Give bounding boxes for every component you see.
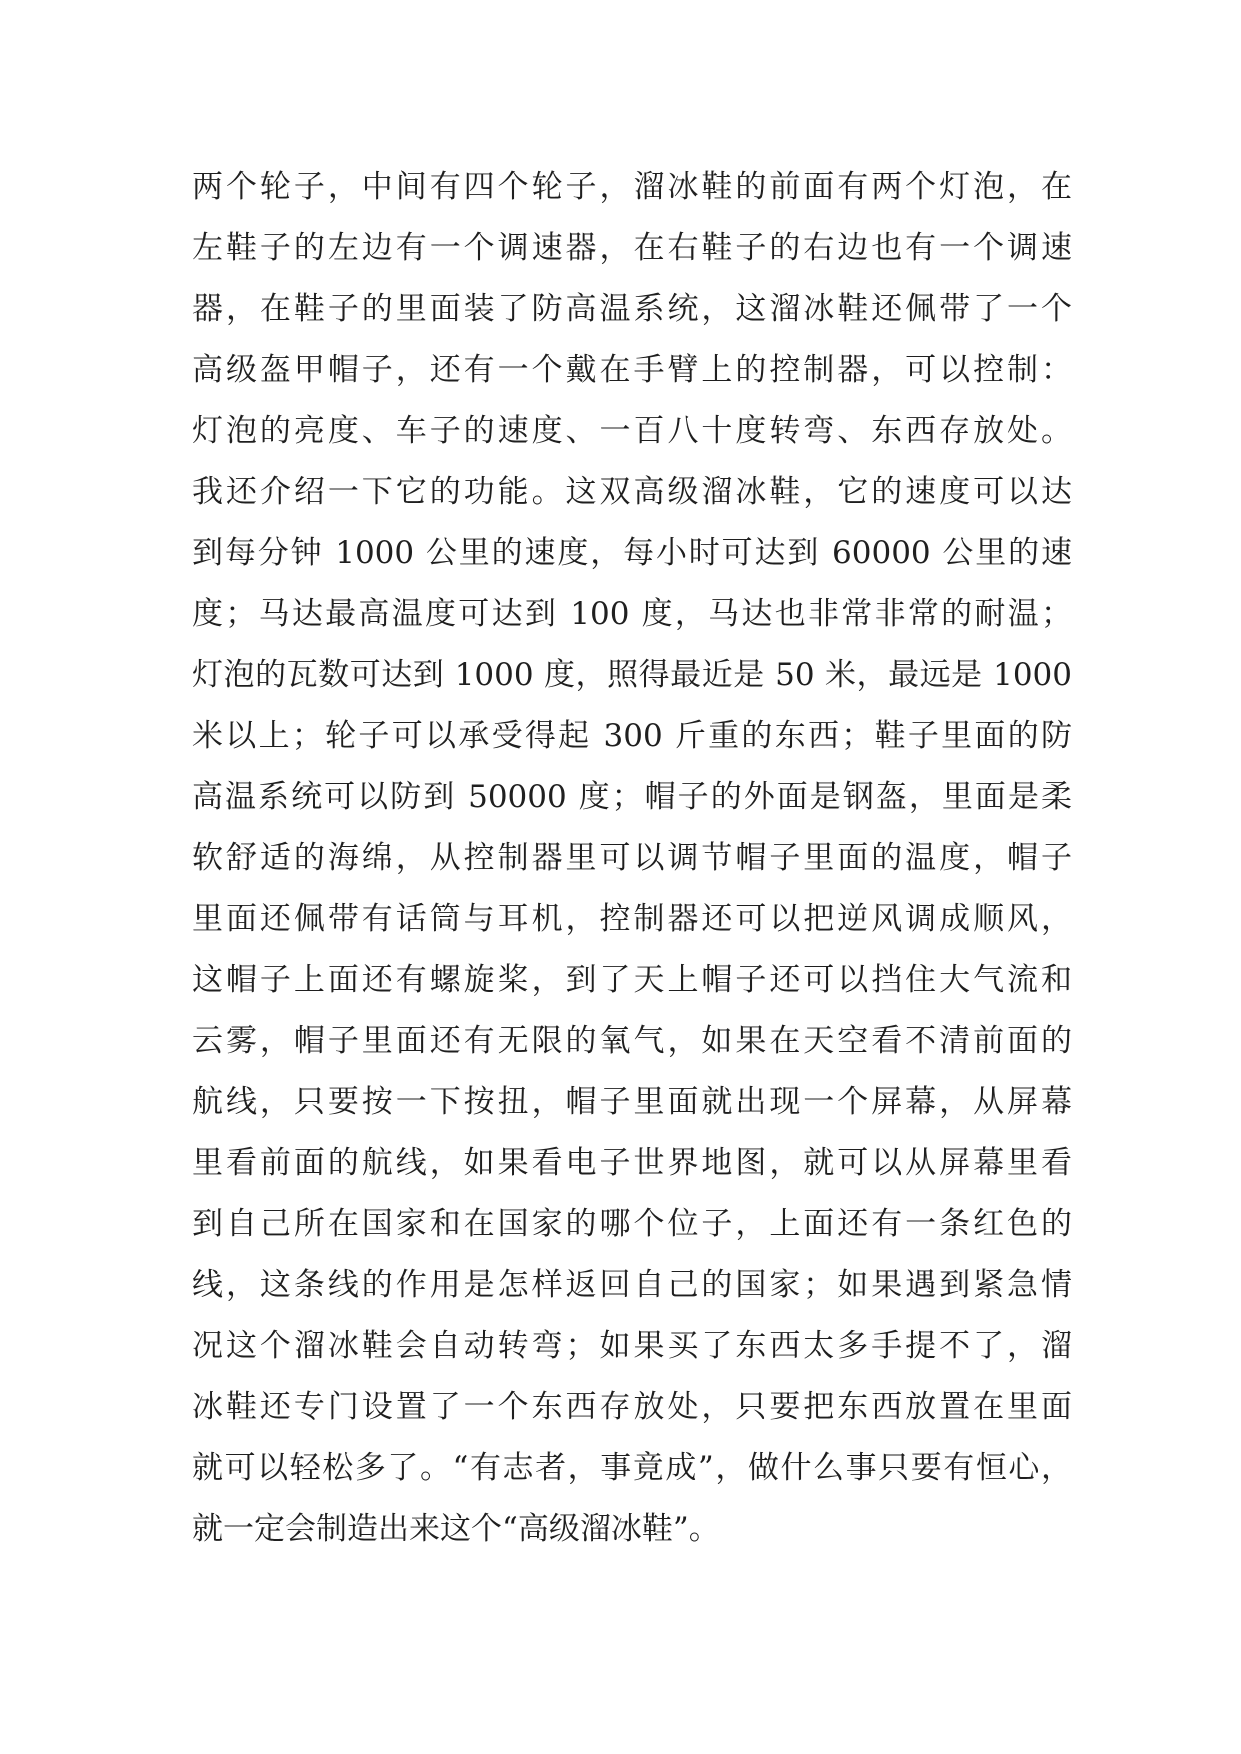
text-line-2: 左鞋子的左边有一个调速器，在右鞋子的右边也有一个调速: [192, 230, 1072, 266]
text-line-12: 软舒适的海绵，从控制器里可以调节帽子里面的温度，帽子: [192, 840, 1072, 876]
text-line-5: 灯泡的亮度、车子的速度、一百八十度转弯、东西存放处。: [192, 413, 1072, 449]
text-line-11: 高温系统可以防到 50000 度；帽子的外面是钢盔，里面是柔: [192, 779, 1072, 815]
text-line-6: 我还介绍一下它的功能。这双高级溜冰鞋，它的速度可以达: [192, 474, 1072, 510]
text-line-9: 灯泡的瓦数可达到 1000 度，照得最近是 50 米，最远是 1000: [192, 657, 1072, 693]
text-line-21: 冰鞋还专门设置了一个东西存放处，只要把东西放置在里面: [192, 1389, 1072, 1425]
text-line-7: 到每分钟 1000 公里的速度，每小时可达到 60000 公里的速: [192, 535, 1072, 571]
text-line-16: 航线，只要按一下按扭，帽子里面就出现一个屏幕，从屏幕: [192, 1084, 1072, 1120]
text-line-20: 况这个溜冰鞋会自动转弯；如果买了东西太多手提不了，溜: [192, 1328, 1072, 1364]
text-line-14: 这帽子上面还有螺旋桨，到了天上帽子还可以挡住大气流和: [192, 962, 1072, 998]
text-line-17: 里看前面的航线，如果看电子世界地图，就可以从屏幕里看: [192, 1145, 1072, 1181]
body-paragraph: [192, 157, 1072, 1560]
text-line-15: 云雾，帽子里面还有无限的氧气，如果在天空看不清前面的: [192, 1023, 1072, 1059]
text-line-3: 器，在鞋子的里面装了防高温系统，这溜冰鞋还佩带了一个: [192, 291, 1072, 327]
text-line-18: 到自己所在国家和在国家的哪个位子，上面还有一条红色的: [192, 1206, 1072, 1242]
text-line-4: 高级盔甲帽子，还有一个戴在手臂上的控制器，可以控制：: [192, 352, 1072, 388]
text-line-13: 里面还佩带有话筒与耳机，控制器还可以把逆风调成顺风，: [192, 901, 1072, 937]
text-line-22: 就可以轻松多了。“有志者，事竟成”，做什么事只要有恒心，: [192, 1450, 1072, 1486]
text-line-1: 两个轮子，中间有四个轮子，溜冰鞋的前面有两个灯泡，在: [192, 169, 1072, 205]
text-line-23: 就一定会制造出来这个“高级溜冰鞋”。: [192, 1511, 720, 1547]
text-line-19: 线，这条线的作用是怎样返回自己的国家；如果遇到紧急情: [192, 1267, 1072, 1303]
text-line-8: 度；马达最高温度可达到 100 度，马达也非常非常的耐温；: [192, 596, 1072, 632]
text-line-10: 米以上；轮子可以承受得起 300 斤重的东西；鞋子里面的防: [192, 718, 1072, 754]
